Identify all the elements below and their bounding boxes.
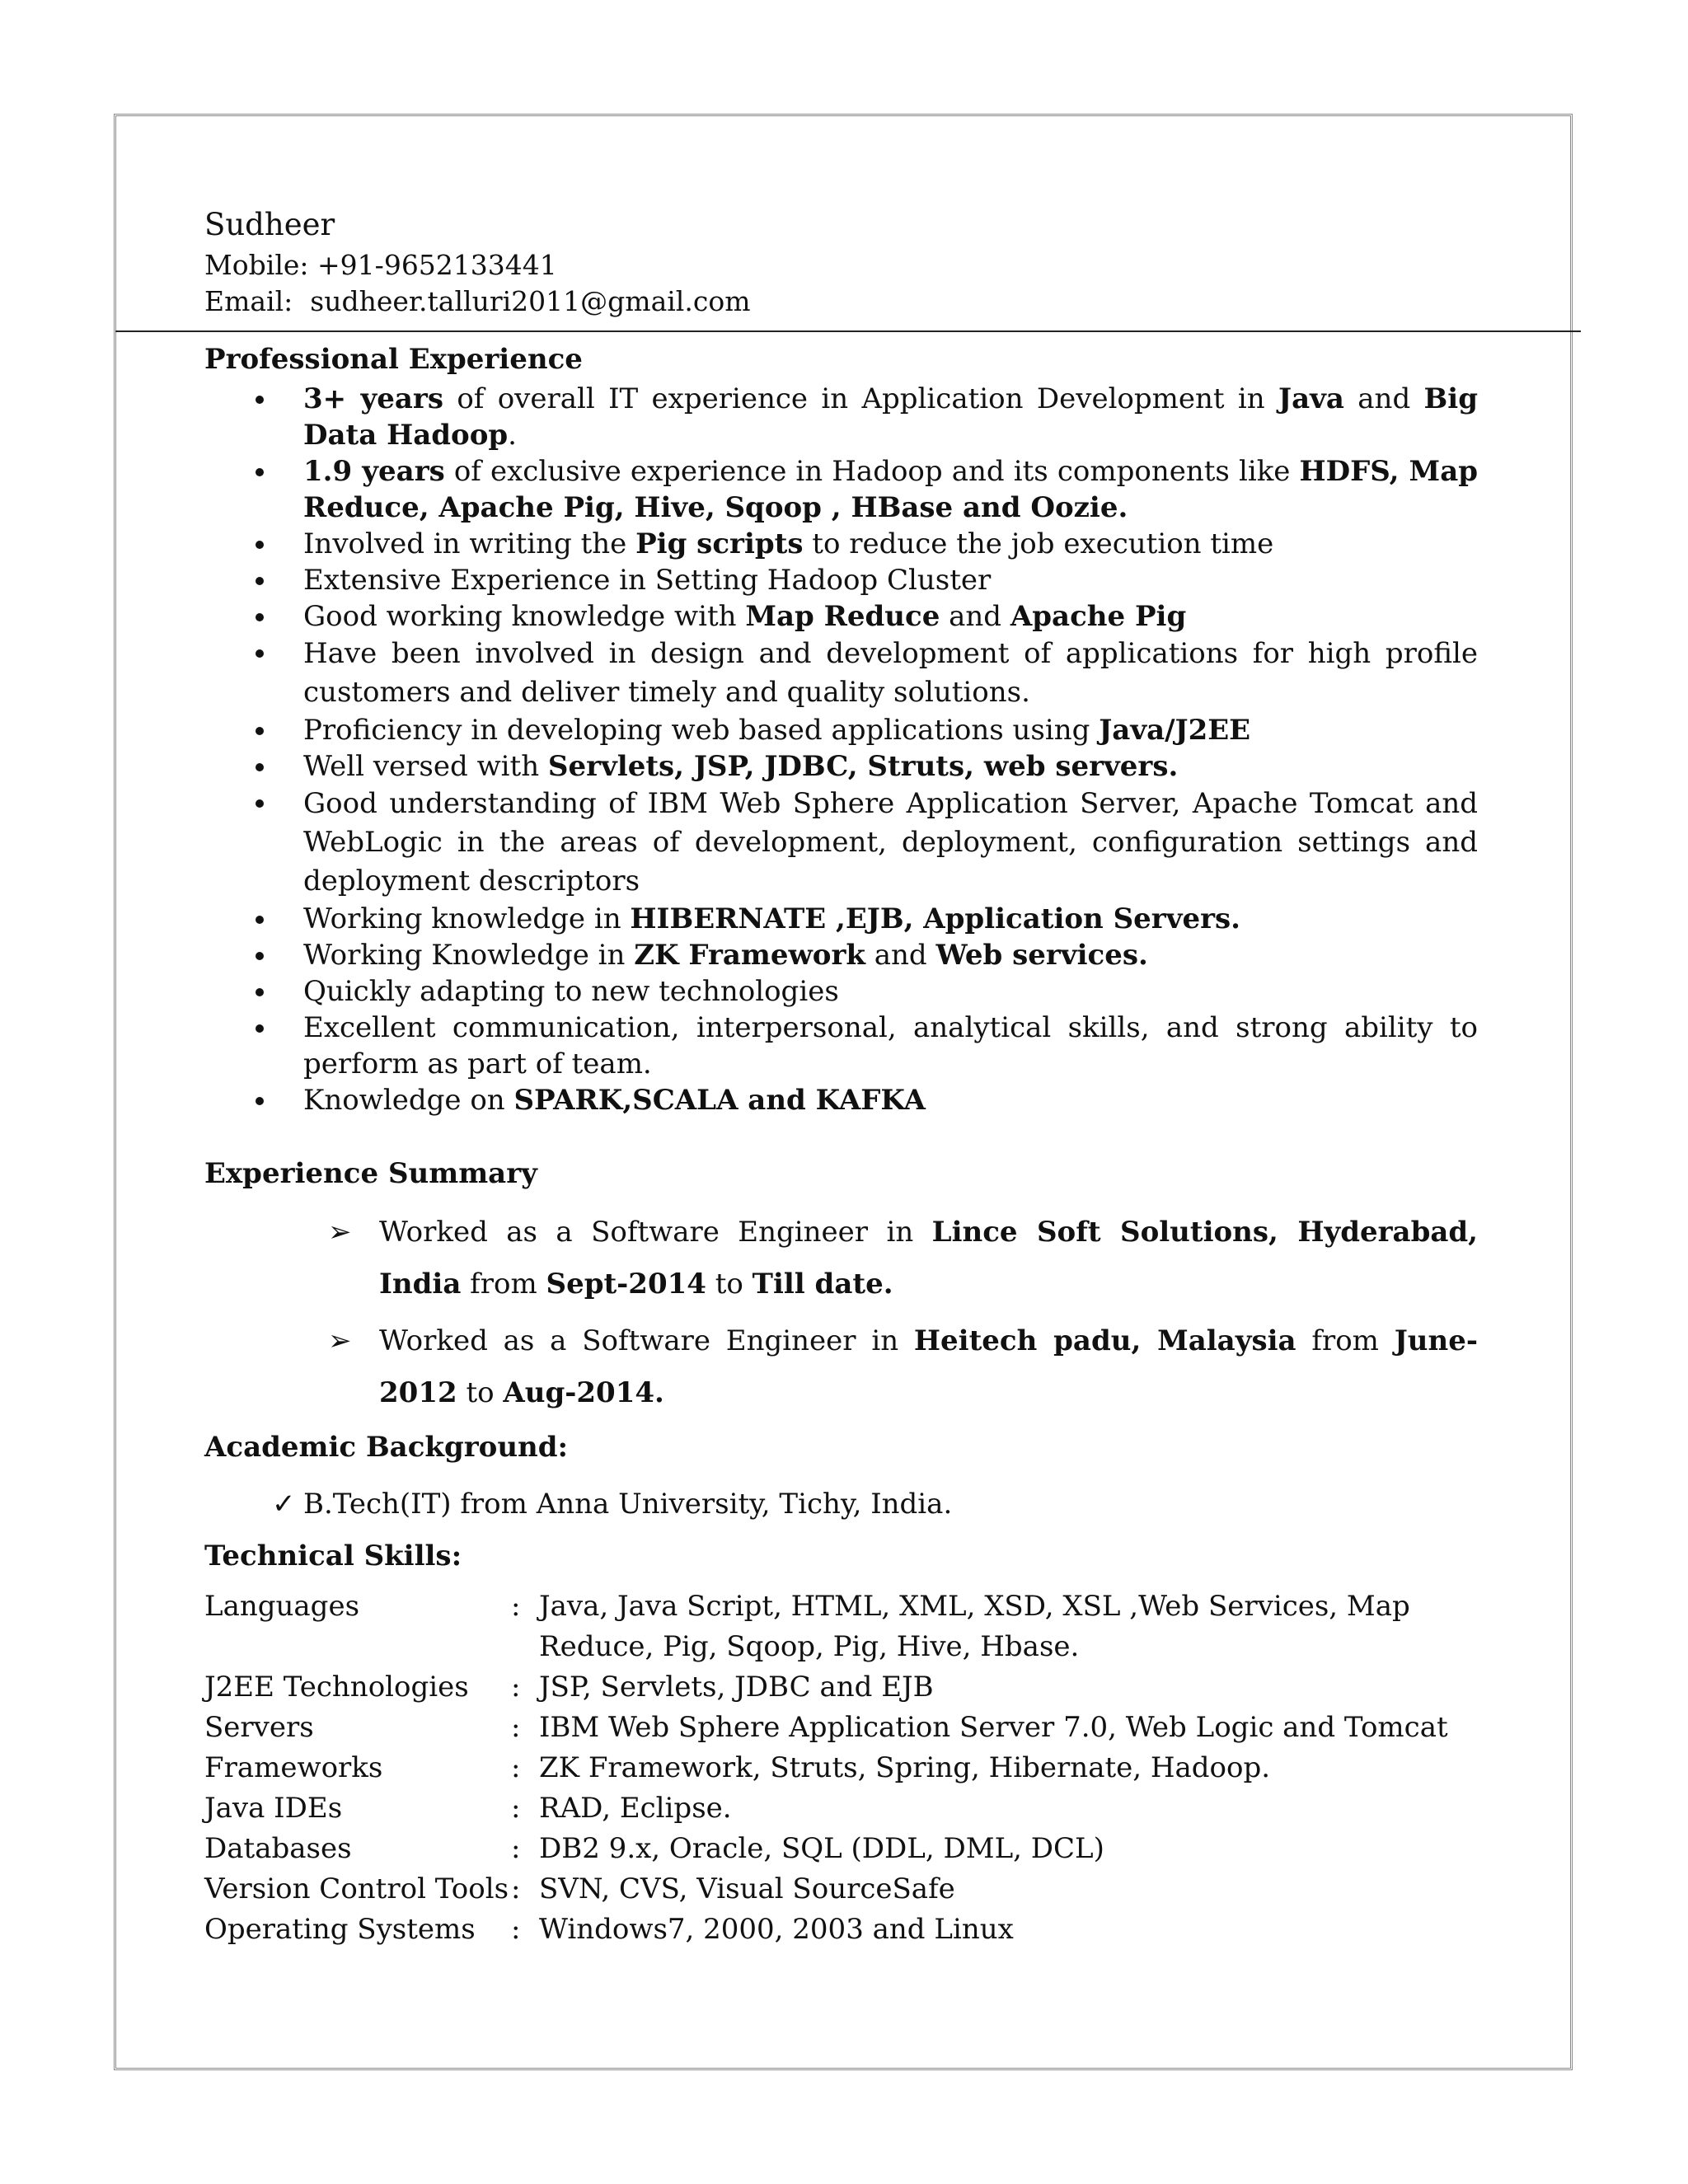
bullet-bold-text: HDFS, Map Reduce, Apache Pig, Hive, Sqoop , HBase and Oozie.: [303, 455, 1478, 524]
technical-skills-heading: Technical Skills:: [204, 1540, 462, 1572]
experience-bullet-item: [204, 973, 1478, 1010]
bullet-icon: [256, 952, 264, 960]
experience-summary-list: [328, 1207, 1478, 1419]
bullet-icon: [256, 988, 264, 996]
skill-separator: :: [511, 1590, 521, 1623]
bullet-icon: [256, 577, 264, 585]
experience-bullet-item: [204, 785, 1478, 901]
bullet-text: and: [940, 600, 1010, 633]
skill-row: [204, 1667, 1478, 1708]
bullet-text: and: [1343, 382, 1424, 415]
skill-label: Databases: [204, 1832, 352, 1865]
email-line: [204, 284, 751, 320]
bullet-text: Involved in writing the: [303, 527, 636, 560]
summary-bold-text: Till date.: [752, 1268, 893, 1301]
experience-bullet-item: [204, 1082, 1478, 1118]
summary-text: Worked as a Software Engineer in: [379, 1216, 932, 1249]
bullet-text: Quickly adapting to new technologies: [303, 975, 839, 1008]
skill-value: Java, Java Script, HTML, XML, XSD, XSL ,Web Services, Map Reduce, Pig, Sqoop, Pig, Hive, Hbase.: [539, 1590, 1410, 1663]
bullet-text: Working Knowledge in: [303, 939, 635, 972]
bullet-text: Proficiency in developing web based applications using: [303, 714, 1100, 747]
summary-text: from: [1296, 1324, 1395, 1357]
summary-bold-text: Aug-2014.: [503, 1376, 664, 1409]
arrowhead-icon: ➢: [328, 1324, 352, 1357]
summary-bold-text: June-2012: [379, 1324, 1478, 1409]
bullet-bold-text: Map Reduce: [745, 600, 940, 633]
experience-bullet-item: [204, 453, 1478, 526]
skill-value: ZK Framework, Struts, Spring, Hibernate, Hadoop.: [539, 1751, 1271, 1784]
bullet-icon: [256, 916, 264, 924]
academic-item: [272, 1486, 953, 1522]
skill-value: Windows7, 2000, 2003 and Linux: [539, 1913, 1014, 1946]
skill-row: [204, 1910, 1478, 1950]
skill-row: [204, 1829, 1478, 1869]
skill-label: Frameworks: [204, 1751, 383, 1784]
check-mark-icon: ✓: [272, 1488, 296, 1521]
skill-label: J2EE Technologies: [204, 1671, 469, 1704]
bullet-bold-text: Java/J2EE: [1099, 714, 1251, 747]
summary-bold-text: Heitech padu, Malaysia: [913, 1324, 1296, 1357]
bullet-icon: [256, 649, 264, 658]
skill-row: [204, 1748, 1478, 1788]
email-address: sudheer.talluri2011@gmail.com: [310, 285, 751, 317]
skill-row: [204, 1869, 1478, 1910]
bullet-icon: [256, 613, 264, 621]
skill-value: SVN, CVS, Visual SourceSafe: [539, 1872, 955, 1905]
bullet-text: Knowledge on: [303, 1084, 514, 1117]
summary-text: from: [461, 1268, 546, 1301]
skill-separator: :: [511, 1711, 521, 1744]
bullet-bold-text: Big Data Hadoop: [303, 382, 1478, 452]
skill-label: Languages: [204, 1590, 360, 1623]
skill-separator: :: [511, 1913, 521, 1946]
bullet-text: Good working knowledge with: [303, 600, 746, 633]
bullet-bold-text: HIBERNATE ,EJB, Application Servers.: [630, 902, 1240, 935]
skill-row: [204, 1586, 1478, 1667]
bullet-icon: [256, 763, 264, 771]
academic-item-text: B.Tech(IT) from Anna University, Tichy, India.: [303, 1488, 953, 1521]
skill-label: Servers: [204, 1711, 314, 1744]
experience-summary-item: [328, 1315, 1478, 1419]
bullet-text: Working knowledge in: [303, 902, 631, 935]
bullet-text: to reduce the job execution time: [803, 527, 1274, 560]
bullet-text: of exclusive experience in Hadoop and its components like: [444, 455, 1300, 488]
header-divider: [115, 330, 1581, 332]
professional-experience-list: [204, 381, 1478, 1118]
bullet-bold-text: ZK Framework: [634, 939, 865, 972]
academic-background-heading: Academic Background:: [204, 1431, 569, 1464]
bullet-bold-text: 3+ years: [303, 382, 443, 415]
technical-skills-table: [204, 1586, 1478, 1950]
skill-separator: :: [511, 1792, 521, 1825]
bullet-bold-text: Web services.: [935, 939, 1148, 972]
bullet-icon: [256, 799, 264, 808]
experience-bullet-item: [204, 635, 1478, 712]
bullet-text: Have been involved in design and development of applications for high profile customers and deliver timely and quality solutions.: [303, 637, 1478, 709]
bullet-icon: [256, 1097, 264, 1105]
bullet-text: .: [508, 419, 517, 452]
experience-bullet-item: [204, 901, 1478, 937]
bullet-text: and: [865, 939, 936, 972]
bullet-text: of overall IT experience in Application Development in: [443, 382, 1279, 415]
arrowhead-icon: ➢: [328, 1216, 352, 1249]
professional-experience-heading: Professional Experience: [204, 343, 583, 376]
experience-summary-item: [328, 1207, 1478, 1310]
bullet-bold-text: Servlets, JSP, JDBC, Struts, web servers.: [547, 750, 1179, 783]
skill-value: JSP, Servlets, JDBC and EJB: [539, 1671, 934, 1704]
skill-value: IBM Web Sphere Application Server 7.0, Web Logic and Tomcat: [539, 1711, 1448, 1744]
bullet-icon: [256, 727, 264, 735]
experience-bullet-item: [204, 526, 1478, 562]
skill-row: [204, 1788, 1478, 1829]
summary-bold-text: Lince Soft Solutions, Hyderabad, India: [379, 1216, 1478, 1301]
bullet-text: Extensive Experience in Setting Hadoop Cluster: [303, 564, 992, 597]
summary-text: to: [706, 1268, 753, 1301]
bullet-icon: [256, 468, 264, 476]
skill-label: Version Control Tools: [204, 1872, 509, 1905]
bullet-icon: [256, 1024, 264, 1033]
bullet-bold-text: 1.9 years: [303, 455, 445, 488]
skill-separator: :: [511, 1872, 521, 1905]
summary-text: Worked as a Software Engineer in: [379, 1324, 914, 1357]
skill-value: RAD, Eclipse.: [539, 1792, 732, 1825]
bullet-bold-text: Pig scripts: [635, 527, 804, 560]
summary-text: to: [457, 1376, 504, 1409]
email-label: Email:: [204, 285, 293, 317]
skill-label: Java IDEs: [204, 1792, 343, 1825]
bullet-text: Good understanding of IBM Web Sphere Application Server, Apache Tomcat and WebLogic in the areas of development, deployment, configuration settings and deployment descriptors: [303, 787, 1478, 898]
experience-bullet-item: [204, 562, 1478, 598]
bullet-bold-text: Java: [1278, 382, 1344, 415]
experience-bullet-item: [204, 381, 1478, 453]
skill-label: Operating Systems: [204, 1913, 476, 1946]
experience-bullet-item: [204, 598, 1478, 635]
bullet-bold-text: SPARK,SCALA and KAFKA: [513, 1084, 926, 1117]
bullet-text: Well versed with: [303, 750, 548, 783]
skill-separator: :: [511, 1671, 521, 1704]
summary-bold-text: Sept-2014: [546, 1268, 706, 1301]
experience-summary-heading: Experience Summary: [204, 1157, 537, 1190]
skill-separator: :: [511, 1832, 521, 1865]
bullet-text: Excellent communication, interpersonal, analytical skills, and strong ability to perform as part of team.: [303, 1011, 1478, 1080]
bullet-icon: [256, 541, 264, 549]
experience-bullet-item: [204, 937, 1478, 973]
experience-bullet-item: [204, 1010, 1478, 1082]
mobile-number: Mobile: +91-9652133441: [204, 249, 557, 281]
skill-row: [204, 1708, 1478, 1748]
skill-separator: :: [511, 1751, 521, 1784]
experience-bullet-item: [204, 748, 1478, 785]
resume-header: [204, 203, 751, 320]
bullet-bold-text: Apache Pig: [1010, 600, 1187, 633]
experience-bullet-item: [204, 712, 1478, 748]
candidate-name: Sudheer: [204, 207, 335, 242]
skill-value: DB2 9.x, Oracle, SQL (DDL, DML, DCL): [539, 1832, 1104, 1865]
bullet-icon: [256, 396, 264, 404]
